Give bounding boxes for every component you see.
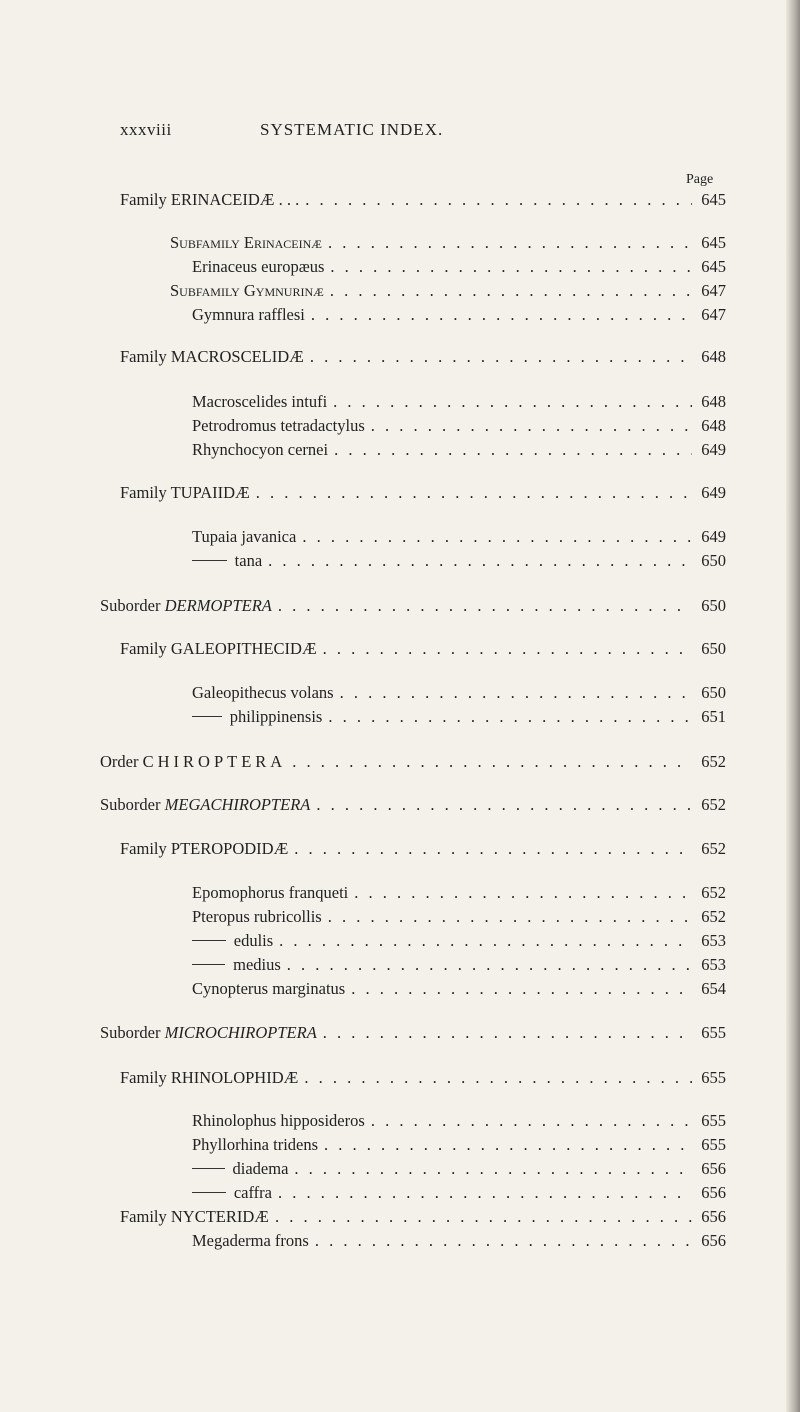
page-column-label: Page — [686, 172, 714, 187]
entry-label — [120, 481, 250, 505]
index-entry — [100, 1021, 726, 1045]
index-entry — [120, 1066, 726, 1090]
index-entry — [192, 549, 726, 573]
entry-label — [170, 279, 324, 303]
entry-page-number: 647 — [701, 281, 726, 300]
entry-label — [120, 345, 304, 369]
dot-leader — [371, 1109, 692, 1133]
dot-leader — [294, 837, 692, 861]
entry-page-number: 652 — [701, 883, 726, 902]
entry-label — [120, 637, 317, 661]
entry-label — [120, 188, 299, 212]
dot-leader — [287, 953, 692, 977]
index-entry — [192, 953, 726, 977]
entry-page-number: 656 — [701, 1207, 726, 1226]
dot-leader — [340, 681, 692, 705]
index-entry — [192, 255, 726, 279]
entry-label — [100, 750, 286, 774]
index-entry — [192, 1229, 726, 1253]
entry-name: Cynopterus marginatus — [192, 979, 346, 998]
index-entry — [120, 637, 726, 661]
entry-name: CHIROPTERA — [142, 752, 287, 771]
entry-page-number: 655 — [701, 1135, 726, 1154]
entry-name: philippinensis — [229, 707, 323, 726]
entry-name: NYCTERIDÆ — [170, 1207, 269, 1226]
index-entry — [100, 594, 726, 618]
entry-page-number: 650 — [701, 596, 726, 615]
entry-label — [120, 837, 288, 861]
dot-leader — [256, 481, 692, 505]
dot-leader — [279, 929, 692, 953]
index-entry — [192, 929, 726, 953]
ditto-dash — [192, 1192, 226, 1193]
dot-leader — [333, 390, 692, 414]
entry-label — [170, 231, 322, 255]
entry-name: medius — [233, 955, 281, 974]
index-entry — [120, 1205, 726, 1229]
dot-leader — [278, 594, 692, 618]
entry-label — [100, 1021, 317, 1045]
entry-label — [233, 1157, 289, 1181]
entry-name: edulis — [233, 931, 274, 950]
ditto-dash — [192, 1168, 225, 1169]
dot-leader — [351, 977, 692, 1001]
index-entry — [192, 681, 726, 705]
entry-page-number: 648 — [701, 392, 726, 411]
dot-leader — [328, 231, 692, 255]
entry-name: Rhynchocyon cernei — [192, 440, 329, 459]
entry-page-number: 651 — [701, 707, 726, 726]
entry-page-number: 650 — [701, 683, 726, 702]
entry-label — [192, 525, 296, 549]
entry-page-number: 656 — [701, 1159, 726, 1178]
entry-label — [100, 793, 310, 817]
entry-page-number: 650 — [701, 639, 726, 658]
dot-leader — [304, 1066, 692, 1090]
entry-name: ERINACEIDÆ . . . — [170, 190, 300, 209]
entry-rank: Family — [120, 639, 171, 658]
entry-page-number: 648 — [701, 416, 726, 435]
index-entry — [192, 525, 726, 549]
dot-leader — [330, 255, 692, 279]
entry-name: Subfamily Erinaceinæ — [170, 233, 322, 252]
entry-name: DERMOPTERA — [164, 596, 272, 615]
entry-page-number: 652 — [701, 907, 726, 926]
index-entry — [100, 750, 726, 774]
entry-label — [192, 905, 322, 929]
ditto-dash — [192, 964, 225, 965]
dot-leader — [268, 549, 692, 573]
entry-page-number: 655 — [701, 1111, 726, 1130]
entry-rank: Suborder — [100, 795, 165, 814]
entry-name: Macroscelides intufi — [192, 392, 328, 411]
entry-name: Epomophorus franqueti — [192, 883, 349, 902]
entry-page-number: 656 — [701, 1183, 726, 1202]
dot-leader — [323, 1021, 692, 1045]
entry-name: Subfamily Gymnurinæ — [170, 281, 324, 300]
ditto-dash — [192, 560, 227, 561]
dot-leader — [371, 414, 692, 438]
index-entry — [192, 303, 726, 327]
entry-rank: Family — [120, 839, 171, 858]
dot-leader — [324, 1133, 692, 1157]
entry-label — [192, 1229, 309, 1253]
running-title: SYSTEMATIC INDEX. — [260, 120, 444, 139]
entry-rank: Suborder — [100, 596, 165, 615]
entry-label — [120, 1205, 269, 1229]
entry-page-number: 649 — [701, 483, 726, 502]
entry-label — [100, 594, 272, 618]
index-entry — [120, 837, 726, 861]
ditto-dash — [192, 716, 222, 717]
entry-label — [192, 977, 345, 1001]
entry-name: Megaderma frons — [192, 1231, 309, 1250]
entry-label — [192, 1109, 365, 1133]
dot-leader — [330, 279, 692, 303]
dot-leader — [278, 1181, 692, 1205]
entry-page-number: 652 — [701, 795, 726, 814]
index-entry — [192, 977, 726, 1001]
dot-leader — [305, 188, 692, 212]
dot-leader — [275, 1205, 692, 1229]
entry-label — [192, 303, 305, 327]
entry-page-number: 645 — [701, 257, 726, 276]
index-entry — [192, 705, 726, 729]
index-entry — [192, 1133, 726, 1157]
entry-name: PTEROPODIDÆ — [170, 839, 289, 858]
index-entry — [192, 414, 726, 438]
dot-leader — [294, 1157, 692, 1181]
entry-page-number: 647 — [701, 305, 726, 324]
entry-name: Galeopithecus volans — [192, 683, 334, 702]
entry-page-number: 650 — [701, 551, 726, 570]
entry-name: Rhinolophus hipposideros — [192, 1111, 365, 1130]
entry-page-number: 656 — [701, 1231, 726, 1250]
index-entry — [100, 793, 726, 817]
entry-name: Pteropus rubricollis — [192, 907, 322, 926]
entry-page-number: 652 — [701, 839, 726, 858]
entry-rank: Family — [120, 347, 171, 366]
dot-leader — [310, 345, 692, 369]
index-entry — [120, 188, 726, 212]
index-entry — [192, 881, 726, 905]
entry-page-number: 652 — [701, 752, 726, 771]
page-number: xxxviii — [120, 120, 172, 139]
entry-rank: Suborder — [100, 1023, 165, 1042]
dot-leader — [334, 438, 692, 462]
index-entry — [120, 345, 726, 369]
entry-page-number: 649 — [701, 527, 726, 546]
dot-leader — [302, 525, 692, 549]
entry-name: Erinaceus europæus — [192, 257, 325, 276]
entry-rank: Family — [120, 190, 171, 209]
entry-label — [192, 390, 327, 414]
entry-page-number: 655 — [701, 1023, 726, 1042]
entry-label — [120, 1066, 298, 1090]
entry-rank: Order — [100, 752, 143, 771]
entry-label — [234, 929, 273, 953]
entry-name: TUPAIIDÆ — [170, 483, 250, 502]
entry-page-number: 653 — [701, 955, 726, 974]
entry-name: GALEOPITHECIDÆ — [170, 639, 317, 658]
entry-name: Petrodromus tetradactylus — [192, 416, 365, 435]
index-entry — [192, 390, 726, 414]
entry-name: RHINOLOPHIDÆ — [170, 1068, 299, 1087]
entry-label — [192, 438, 328, 462]
entry-label — [192, 681, 334, 705]
index-entry — [192, 1109, 726, 1133]
index-entry — [192, 1157, 726, 1181]
dot-leader — [328, 705, 692, 729]
index-entry — [192, 905, 726, 929]
index-entry — [192, 1181, 726, 1205]
entry-name: MEGACHIROPTERA — [164, 795, 311, 814]
entry-page-number: 653 — [701, 931, 726, 950]
dot-leader — [328, 905, 692, 929]
entry-name: MICROCHIROPTERA — [164, 1023, 317, 1042]
index-entry — [192, 438, 726, 462]
dot-leader — [315, 1229, 692, 1253]
entry-name: caffra — [233, 1183, 272, 1202]
entry-label — [192, 1133, 318, 1157]
entry-page-number: 645 — [701, 190, 726, 209]
entry-name: Gymnura rafflesi — [192, 305, 305, 324]
entry-label — [192, 255, 324, 279]
dot-leader — [292, 750, 692, 774]
entry-label — [192, 881, 348, 905]
index-entry — [170, 231, 726, 255]
entry-label — [233, 953, 281, 977]
dot-leader — [323, 637, 692, 661]
entry-rank: Family — [120, 1068, 171, 1087]
entry-label — [192, 414, 365, 438]
entry-name: diadema — [232, 1159, 289, 1178]
entry-name: tana — [234, 551, 263, 570]
index-entry — [170, 279, 726, 303]
dot-leader — [311, 303, 692, 327]
entry-label — [230, 705, 323, 729]
dot-leader — [354, 881, 692, 905]
entry-page-number: 655 — [701, 1068, 726, 1087]
entry-rank: Family — [120, 483, 171, 502]
entry-name: MACROSCELIDÆ — [170, 347, 304, 366]
entry-name: Tupaia javanica — [192, 527, 297, 546]
entry-page-number: 654 — [701, 979, 726, 998]
entry-label — [235, 549, 262, 573]
entry-rank: Family — [120, 1207, 171, 1226]
dot-leader — [316, 793, 692, 817]
index-entry — [120, 481, 726, 505]
entry-page-number: 648 — [701, 347, 726, 366]
entry-page-number: 645 — [701, 233, 726, 252]
ditto-dash — [192, 940, 226, 941]
entry-name: Phyllorhina tridens — [192, 1135, 319, 1154]
entry-page-number: 649 — [701, 440, 726, 459]
entry-label — [234, 1181, 272, 1205]
